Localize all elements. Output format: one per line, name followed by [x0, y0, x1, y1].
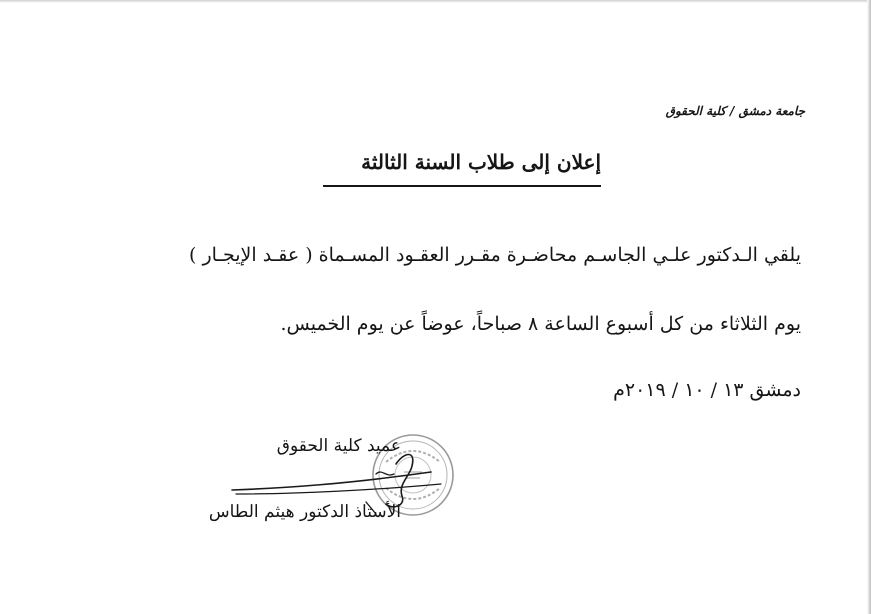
announcement-date: دمشق ١٣ / ١٠ / ٢٠١٩م	[613, 379, 801, 401]
announcement-title: إعلان إلى طلاب السنة الثالثة	[361, 150, 601, 174]
dean-name: الأستاذ الدكتور هيثم الطاس	[208, 502, 401, 522]
announcement-body-line-2: يوم الثلاثاء من كل أسبوع الساعة ٨ صباحاً، عوضاً عن يوم الخميس.	[280, 313, 801, 335]
scan-edge-top	[0, 0, 871, 3]
scan-edge-right	[867, 0, 871, 614]
dean-title: عميد كلية الحقوق	[276, 436, 401, 456]
institution-header: جامعة دمشق / كلية الحقوق	[665, 104, 805, 118]
signature-block	[161, 436, 401, 536]
title-underline	[323, 185, 601, 187]
announcement-body-line-1: يلقي الـدكتور علـي الجاسـم محاضـرة مقـرر العقـود المسـماة ( عقـد الإيجـار )	[189, 244, 801, 266]
